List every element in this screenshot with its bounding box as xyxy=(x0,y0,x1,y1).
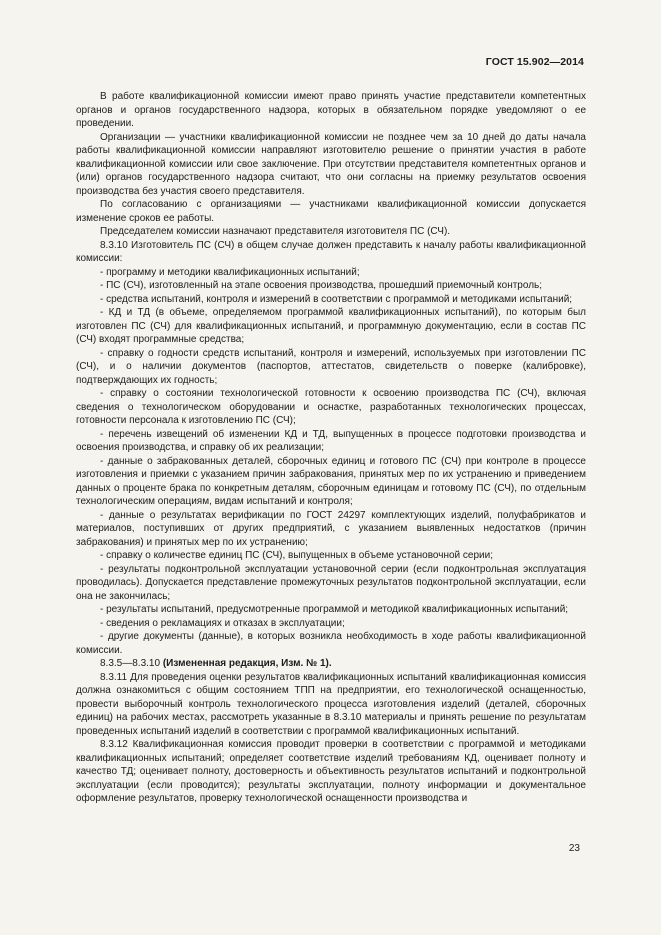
paragraph: Организации — участники квалификационной комиссии не позднее чем за 10 дней до даты начала работы квалификационной комиссии направляют изготовителю решение о принятии участия в работе квалификационной комиссии или свое заключение. При отсутствии представителя компетентных органов и (или) органов государственного надзора считают, что они согласны на приемку результатов освоения производства без участия своего представителя. xyxy=(76,131,586,197)
list-item: - справку о состоянии технологической готовности к освоению производства ПС (СЧ), включая сведения о технологическом оборудовании и оснастке, разработанных технологических процессах, готовности персонала к изготовлению ПС (СЧ); xyxy=(76,388,586,426)
list-item: - результаты испытаний, предусмотренные программой и методикой квалификационных испытаний; xyxy=(100,604,569,615)
amendment-clauses: 8.3.5—8.3.10 xyxy=(100,658,161,669)
list-item: - КД и ТД (в объеме, определяемом программой квалификационных испытаний), по которым был изготовлен ПС (СЧ) для квалификационных испытаний, и программную документацию, если в состав ПС (СЧ) входят программные средства; xyxy=(76,307,586,345)
list-item: - программу и методики квалификационных испытаний; xyxy=(100,266,360,278)
list-item: - ПС (СЧ), изготовленный на этапе освоения производства, прошедший приемочный контроль; xyxy=(100,280,543,291)
list-item: - другие документы (данные), в которых возникла необходимость в ходе работы квалификационной комиссии. xyxy=(76,631,586,656)
paragraph: В работе квалификационной комиссии имеют право принять участие представители компетентных органов и органов государственного надзора, которых в обязательном порядке уведомляют о ее проведении. xyxy=(76,91,586,129)
clause-8-3-11: 8.3.11 Для проведения оценки результатов квалификационных испытаний квалификационная комиссия должна ознакомиться с общим состоянием ТПП на предприятии, его технологической оснащенностью, провести выборочный контроль технологического процесса изготовления изделий (деталей, сборочных единиц) на рабочих местах, рассмотреть указанные в 8.3.10 материалы и принять решение по результатам проведенных испытаний изделий в соответствии с программой квалификационных испытаний. xyxy=(76,671,586,737)
amendment-note xyxy=(76,657,586,671)
document-body xyxy=(76,90,586,806)
amendment-text: (Измененная редакция, Изм. № 1). xyxy=(162,658,332,669)
list-item: - справку о годности средств испытаний, контроля и измерений, используемых при изготовлении ПС (СЧ), и о наличии документов (паспортов, аттестатов, свидетельств о поверке (калибровке), подтверждающих их годность; xyxy=(76,347,586,386)
clause-8-3-12: 8.3.12 Квалификационная комиссия проводит проверки в соответствии с программой и методиками квалификационных испытаний; определяет соответствие изделий требованиям КД, оценивает полноту и качество ТД; оценивает полноту, достоверность и объективность результатов испытаний и подконтрольной эксплуатации (если проводится); результаты эксплуатации, полноту информации и документальное оформление результатов, проверку технологической оснащенности производства и xyxy=(76,739,586,804)
list-item: - средства испытаний, контроля и измерений в соответствии с программой и методиками испытаний; xyxy=(100,293,573,305)
list-item: - данные о результатах верификации по ГОСТ 24297 комплектующих изделий, полуфабрикатов и материалов, поступивших от других предприятий, с указанием выявленных недостатков (причин забракования) и принятых мер по их устранению; xyxy=(76,509,586,548)
list-item: - сведения о рекламациях и отказах в эксплуатации; xyxy=(100,617,345,629)
paragraph: Председателем комиссии назначают представителя изготовителя ПС (СЧ). xyxy=(100,226,451,237)
list-item: - справку о количестве единиц ПС (СЧ), выпущенных в объеме установочной серии; xyxy=(100,550,493,561)
page-number: 23 xyxy=(568,843,580,854)
clause-8-3-10: 8.3.10 Изготовитель ПС (СЧ) в общем случае должен представить к началу работы квалификационной комиссии: xyxy=(76,239,586,264)
paragraph: По согласованию с организациями — участниками квалификационной комиссии допускается изменение сроков ее работы. xyxy=(76,199,586,224)
list-item: - результаты подконтрольной эксплуатации установочной серии (если подконтрольная эксплуатация проводилась). Допускается представление промежуточных результатов подконтрольной эксплуатации, если она не закончилась; xyxy=(76,563,586,602)
list-item: - данные о забракованных деталей, сборочных единиц и готового ПС (СЧ) при контроле в процессе изготовления и приемки с указанием причин забракования, принятых мер по их устранению и приведением данных о проценте брака по конкретным деталям, сборочным единицам и готовому ПС (СЧ), по отдельным технологическим операциям, видам испытаний и контроля; xyxy=(76,455,586,507)
standard-header: ГОСТ 15.902—2014 xyxy=(485,56,584,68)
list-item: - перечень извещений об изменении КД и ТД, выпущенных в процессе подготовки производства и освоения производства, и справку об их реализации; xyxy=(76,428,586,453)
